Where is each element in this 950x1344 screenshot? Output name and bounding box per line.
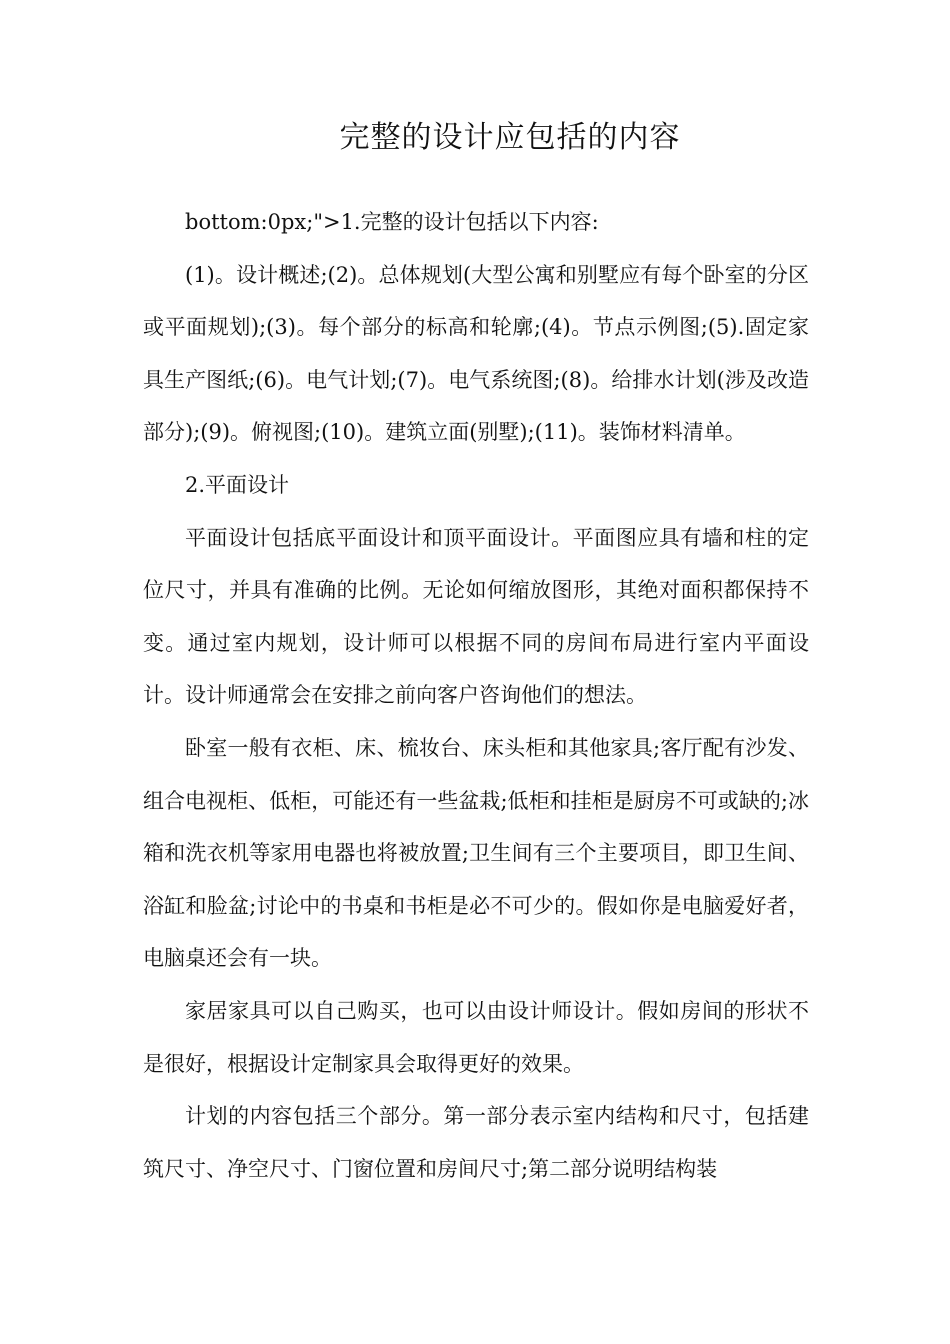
paragraph-plan-contents: 计划的内容包括三个部分。第一部分表示室内结构和尺寸，包括建筑尺寸、净空尺寸、门窗位置和房间尺寸;第二部分说明结构装 (143, 1104, 809, 1181)
page-title: 完整的设计应包括的内容 (339, 120, 681, 155)
paragraph-plan-design: 平面设计包括底平面设计和顶平面设计。平面图应具有墙和柱的定位尺寸，并具有准确的比例。无论如何缩放图形，其绝对面积都保持不变。通过室内规划，设计师可以根据不同的房间布局进行室内平面设计。设计师通常会在安排之前向客户咨询他们的想法。 (143, 525, 809, 708)
paragraph-custom-furniture: 家居家具可以自己购买，也可以由设计师设计。假如房间的形状不是很好，根据设计定制家具会取得更好的效果。 (143, 998, 809, 1076)
document-body (143, 196, 809, 1195)
paragraph-room-furniture: 卧室一般有衣柜、床、梳妆台、床头柜和其他家具;客厅配有沙发、组合电视柜、低柜，可能还有一些盆栽;低柜和挂柜是厨房不可或缺的;冰箱和洗衣机等家用电器也将被放置;卫生间有三个主要项目，即卫生间、浴缸和脸盆;讨论中的书桌和书柜是必不可少的。假如你是电脑爱好者，电脑桌还会有一块。 (143, 735, 809, 971)
paragraph-content-list: (1)。设计概述;(2)。总体规划(大型公寓和别墅应有每个卧室的分区或平面规划);(3)。每个部分的标高和轮廓;(4)。节点示例图;(5).固定家具生产图纸;(6)。电气计划;(7)。电气系统图;(8)。给排水计划(涉及改造部分);(9)。俯视图;(10)。建筑立面(别墅);(11)。装饰材料清单。 (143, 262, 809, 445)
paragraph-content-list-intro: bottom:0px;">1.完整的设计包括以下内容: (185, 210, 599, 234)
section-heading-plan-design: 2.平面设计 (185, 472, 290, 497)
